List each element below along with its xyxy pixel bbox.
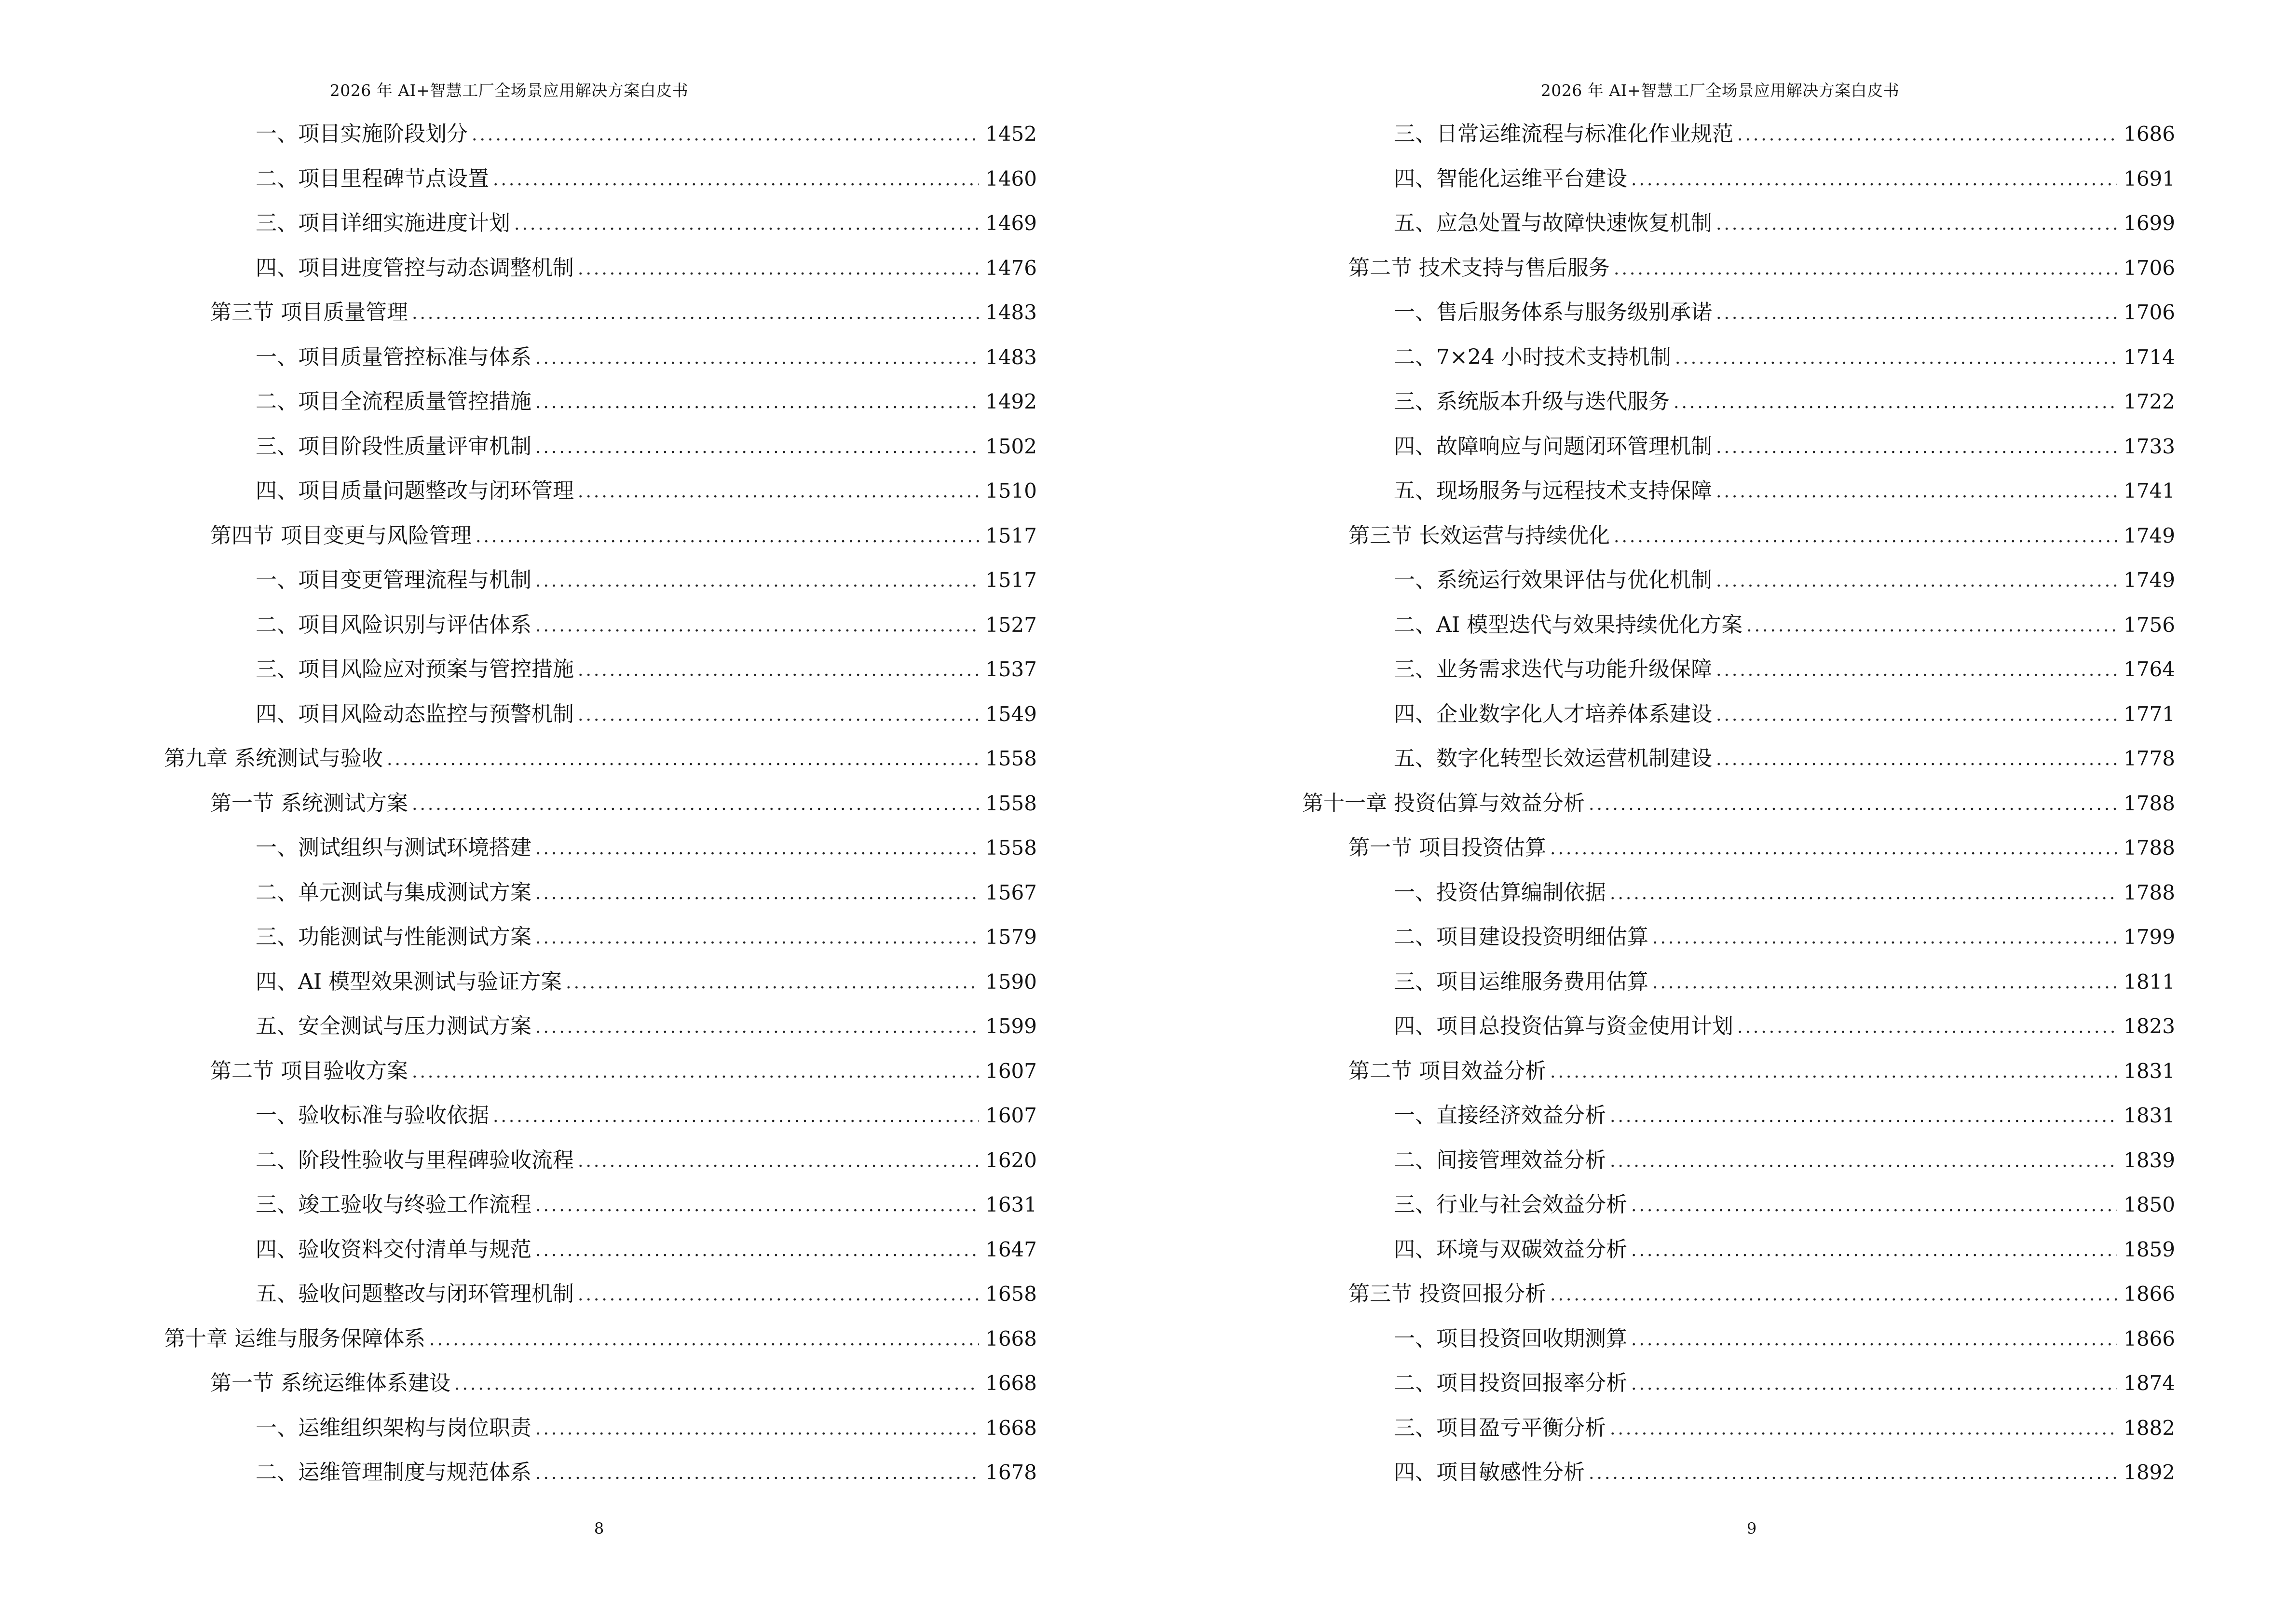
toc-entry-item[interactable] xyxy=(1302,1093,2175,1138)
toc-entry-page: 1502 xyxy=(985,434,1037,458)
toc-dot-leader xyxy=(535,1242,979,1259)
toc-entry-item[interactable] xyxy=(1302,647,2175,692)
toc-dot-leader xyxy=(1716,662,2117,679)
toc-entry-title: 一、项目投资回收期测算 xyxy=(1394,1326,1627,1351)
toc-entry-title: 四、企业数字化人才培养体系建设 xyxy=(1394,701,1712,726)
toc-entry-item[interactable] xyxy=(164,603,1037,648)
toc-dot-leader xyxy=(578,662,979,679)
toc-entry-title: 四、项目质量问题整改与闭环管理 xyxy=(256,478,574,504)
toc-entry-title: 五、安全测试与压力测试方案 xyxy=(256,1014,531,1039)
toc-entry-page: 1839 xyxy=(2124,1148,2175,1172)
toc-dot-leader xyxy=(535,350,979,367)
toc-entry-page: 1558 xyxy=(985,791,1037,815)
toc-entry-page: 1658 xyxy=(985,1282,1037,1306)
toc-entry-title: 第九章 系统测试与验收 xyxy=(164,746,383,771)
toc-entry-page: 1892 xyxy=(2124,1460,2175,1485)
toc-entry-title: 三、项目运维服务费用估算 xyxy=(1394,969,1648,994)
toc-entry-title: 二、项目里程碑节点设置 xyxy=(256,166,489,191)
toc-entry-page: 1668 xyxy=(985,1416,1037,1440)
toc-entry-title: 第三节 长效运营与持续优化 xyxy=(1348,523,1610,548)
toc-dot-leader xyxy=(1737,1019,2117,1036)
toc-dot-leader xyxy=(429,1331,979,1349)
toc-entry-item[interactable] xyxy=(1302,201,2175,246)
toc-entry-title: 第二节 项目验收方案 xyxy=(210,1058,408,1083)
toc-entry-title: 第一节 系统运维体系建设 xyxy=(210,1371,450,1396)
toc-entry-page: 1866 xyxy=(2124,1282,2175,1306)
toc-entry-item[interactable] xyxy=(1302,335,2175,380)
toc-entry-page: 1607 xyxy=(985,1059,1037,1083)
toc-entry-title: 五、验收问题整改与闭环管理机制 xyxy=(256,1282,574,1307)
toc-entry-title: 二、项目建设投资明细估算 xyxy=(1394,925,1648,950)
toc-entry-section[interactable] xyxy=(1302,246,2175,291)
toc-entry-item[interactable] xyxy=(1302,112,2175,157)
toc-dot-leader xyxy=(1631,1376,2117,1393)
toc-entry-section[interactable] xyxy=(1302,1049,2175,1094)
toc-dot-leader xyxy=(1716,573,2117,590)
running-header: 2026 年 AI+智慧工厂全场景应用解决方案白皮书 xyxy=(329,81,689,100)
toc-entry-item[interactable] xyxy=(164,1004,1037,1049)
toc-entry-item[interactable] xyxy=(1302,424,2175,469)
toc-dot-leader xyxy=(1631,1242,2117,1259)
toc-dot-leader xyxy=(535,840,979,858)
toc-entry-page: 1510 xyxy=(985,479,1037,503)
toc-entry-title: 一、售后服务体系与服务级别承诺 xyxy=(1394,300,1712,325)
toc-dot-leader xyxy=(1716,751,2117,768)
toc-entry-title: 一、运维组织架构与岗位职责 xyxy=(256,1415,531,1440)
toc-entry-page: 1691 xyxy=(2124,166,2175,191)
toc-entry-page: 1699 xyxy=(2124,211,2175,235)
toc-entry-title: 第二节 技术支持与售后服务 xyxy=(1348,255,1610,280)
toc-dot-leader xyxy=(1716,439,2117,456)
toc-entry-section[interactable] xyxy=(164,1361,1037,1406)
toc-entry-item[interactable] xyxy=(1302,1361,2175,1406)
toc-dot-leader xyxy=(535,1465,979,1482)
toc-entry-title: 一、系统运行效果评估与优化机制 xyxy=(1394,568,1712,593)
toc-entry-item[interactable] xyxy=(1302,1138,2175,1183)
toc-dot-leader xyxy=(1716,305,2117,322)
toc-entry-title: 三、项目详细实施进度计划 xyxy=(256,211,510,236)
toc-entry-title: 第三节 投资回报分析 xyxy=(1348,1282,1546,1307)
toc-entry-page: 1631 xyxy=(985,1193,1037,1217)
toc-dot-leader xyxy=(535,885,979,902)
toc-dot-leader xyxy=(1716,483,2117,501)
toc-entry-page: 1647 xyxy=(985,1237,1037,1261)
toc-entry-page: 1722 xyxy=(2124,390,2175,414)
toc-dot-leader xyxy=(1652,974,2117,992)
toc-entry-page: 1733 xyxy=(2124,434,2175,458)
toc-entry-page: 1756 xyxy=(2124,613,2175,637)
toc-entry-page: 1788 xyxy=(2124,791,2175,815)
toc-dot-leader xyxy=(1631,1331,2117,1349)
toc-entry-title: 三、行业与社会效益分析 xyxy=(1394,1192,1627,1217)
toc-entry-title: 四、项目总投资估算与资金使用计划 xyxy=(1394,1014,1733,1039)
toc-dot-leader xyxy=(1550,1286,2117,1304)
toc-entry-title: 三、业务需求迭代与功能升级保障 xyxy=(1394,657,1712,682)
toc-entry-item[interactable] xyxy=(164,692,1037,737)
toc-dot-leader xyxy=(535,1019,979,1036)
toc-dot-leader xyxy=(412,305,979,322)
toc-entry-item[interactable] xyxy=(164,1272,1037,1317)
toc-entry-item[interactable] xyxy=(1302,290,2175,335)
toc-dot-leader xyxy=(1675,350,2117,367)
toc-entry-title: 四、项目风险动态监控与预警机制 xyxy=(256,701,574,726)
page-number: 9 xyxy=(1746,1519,1757,1538)
toc-entry-page: 1607 xyxy=(985,1104,1037,1128)
toc-entry-section[interactable] xyxy=(164,290,1037,335)
toc-entry-item[interactable] xyxy=(164,201,1037,246)
toc-dot-leader xyxy=(1610,1153,2117,1170)
toc-entry-page: 1492 xyxy=(985,390,1037,414)
toc-dot-leader xyxy=(578,707,979,724)
toc-entry-title: 三、日常运维流程与标准化作业规范 xyxy=(1394,122,1733,147)
toc-entry-item[interactable] xyxy=(1302,692,2175,737)
toc-entry-item[interactable] xyxy=(164,871,1037,915)
toc-dot-leader xyxy=(535,394,979,411)
toc-entry-chapter[interactable] xyxy=(1302,781,2175,826)
toc-entry-page: 1764 xyxy=(2124,657,2175,682)
toc-entry-page: 1866 xyxy=(2124,1326,2175,1351)
toc-dot-leader xyxy=(535,617,979,635)
toc-entry-item[interactable] xyxy=(1302,1004,2175,1049)
toc-entry-title: 二、7×24 小时技术支持机制 xyxy=(1394,344,1671,369)
toc-entry-item[interactable] xyxy=(164,1450,1037,1495)
toc-entry-title: 一、测试组织与测试环境搭建 xyxy=(256,835,531,860)
toc-entry-item[interactable] xyxy=(164,826,1037,871)
toc-dot-leader xyxy=(1746,617,2117,635)
toc-entry-page: 1788 xyxy=(2124,880,2175,904)
toc-dot-leader xyxy=(412,796,979,813)
toc-dot-leader xyxy=(476,528,979,546)
toc-entry-title: 三、项目风险应对预案与管控措施 xyxy=(256,657,574,682)
toc-dot-leader xyxy=(1614,528,2117,546)
toc-entry-title: 第一节 项目投资估算 xyxy=(1348,835,1546,860)
toc-entry-page: 1537 xyxy=(985,657,1037,682)
toc-entry-section[interactable] xyxy=(1302,826,2175,871)
toc-entry-section[interactable] xyxy=(164,781,1037,826)
toc-entry-page: 1706 xyxy=(2124,300,2175,325)
toc-entry-item[interactable] xyxy=(1302,1228,2175,1272)
toc-entry-section[interactable] xyxy=(164,1049,1037,1094)
toc-entry-page: 1850 xyxy=(2124,1193,2175,1217)
toc-entry-page: 1823 xyxy=(2124,1014,2175,1038)
toc-entry-page: 1460 xyxy=(985,166,1037,191)
toc-entry-page: 1620 xyxy=(985,1148,1037,1172)
toc-entry-page: 1599 xyxy=(985,1014,1037,1038)
toc-entry-title: 第一节 系统测试方案 xyxy=(210,791,408,816)
toc-entry-page: 1749 xyxy=(2124,568,2175,592)
toc-dot-leader xyxy=(1610,885,2117,902)
toc-dot-leader xyxy=(535,1197,979,1215)
toc-entry-title: 二、间接管理效益分析 xyxy=(1394,1147,1606,1173)
toc-entry-item[interactable] xyxy=(1302,469,2175,514)
toc-entry-title: 四、AI 模型效果测试与验证方案 xyxy=(256,969,562,994)
toc-dot-leader xyxy=(1631,171,2117,189)
toc-entry-title: 第四节 项目变更与风险管理 xyxy=(210,523,472,548)
toc-entry-title: 一、项目实施阶段划分 xyxy=(256,122,468,147)
toc-entry-title: 三、系统版本升级与迭代服务 xyxy=(1394,389,1670,414)
toc-dot-leader xyxy=(578,260,979,278)
page-number: 8 xyxy=(594,1519,604,1538)
running-header: 2026 年 AI+智慧工厂全场景应用解决方案白皮书 xyxy=(1540,81,1900,100)
toc-entry-title: 二、项目风险识别与评估体系 xyxy=(256,612,531,637)
toc-entry-title: 第十一章 投资估算与效益分析 xyxy=(1302,791,1585,816)
toc-entry-item[interactable] xyxy=(1302,871,2175,915)
toc-dot-leader xyxy=(566,974,979,992)
toc-entry-item[interactable] xyxy=(164,1406,1037,1451)
toc-entry-page: 1714 xyxy=(2124,345,2175,369)
table-of-contents xyxy=(164,112,1037,1495)
toc-entry-item[interactable] xyxy=(164,246,1037,291)
toc-entry-page: 1749 xyxy=(2124,523,2175,547)
toc-entry-page: 1558 xyxy=(985,836,1037,860)
toc-entry-title: 五、数字化转型长效运营机制建设 xyxy=(1394,746,1712,771)
toc-entry-page: 1811 xyxy=(2124,969,2175,994)
toc-entry-item[interactable] xyxy=(164,380,1037,424)
toc-entry-title: 三、项目阶段性质量评审机制 xyxy=(256,434,531,459)
toc-entry-item[interactable] xyxy=(164,1228,1037,1272)
toc-entry-title: 二、单元测试与集成测试方案 xyxy=(256,880,531,905)
toc-entry-page: 1549 xyxy=(985,702,1037,726)
toc-dot-leader xyxy=(1589,796,2117,813)
toc-entry-title: 二、项目投资回报率分析 xyxy=(1394,1371,1627,1396)
toc-entry-item[interactable] xyxy=(164,1183,1037,1228)
toc-entry-item[interactable] xyxy=(164,469,1037,514)
toc-entry-chapter[interactable] xyxy=(164,737,1037,781)
toc-dot-leader xyxy=(1614,260,2117,278)
toc-entry-page: 1678 xyxy=(985,1460,1037,1485)
toc-entry-title: 四、验收资料交付清单与规范 xyxy=(256,1237,531,1262)
toc-entry-title: 二、阶段性验收与里程碑验收流程 xyxy=(256,1147,574,1173)
toc-entry-title: 四、环境与双碳效益分析 xyxy=(1394,1237,1627,1262)
toc-entry-page: 1590 xyxy=(985,969,1037,994)
toc-entry-page: 1517 xyxy=(985,568,1037,592)
toc-entry-item[interactable] xyxy=(1302,915,2175,960)
toc-entry-title: 四、项目进度管控与动态调整机制 xyxy=(256,255,574,280)
toc-dot-leader xyxy=(1550,840,2117,858)
toc-dot-leader xyxy=(535,573,979,590)
toc-entry-page: 1686 xyxy=(2124,122,2175,146)
toc-dot-leader xyxy=(535,439,979,456)
toc-dot-leader xyxy=(1716,216,2117,233)
toc-entry-chapter[interactable] xyxy=(164,1317,1037,1362)
toc-dot-leader xyxy=(535,1420,979,1438)
table-of-contents xyxy=(1302,112,2175,1495)
toc-entry-section[interactable] xyxy=(164,514,1037,559)
toc-entry-item[interactable] xyxy=(1302,1450,2175,1495)
toc-entry-section[interactable] xyxy=(1302,514,2175,559)
toc-entry-title: 四、智能化运维平台建设 xyxy=(1394,166,1627,191)
toc-entry-page: 1788 xyxy=(2124,836,2175,860)
page-right xyxy=(1144,0,2287,1624)
toc-entry-title: 一、直接经济效益分析 xyxy=(1394,1103,1606,1128)
toc-dot-leader xyxy=(578,1286,979,1304)
toc-entry-title: 一、项目质量管控标准与体系 xyxy=(256,344,531,369)
toc-entry-item[interactable] xyxy=(1302,960,2175,1005)
toc-entry-item[interactable] xyxy=(164,1093,1037,1138)
toc-entry-title: 二、AI 模型迭代与效果持续优化方案 xyxy=(1394,612,1743,637)
toc-entry-title: 第二节 项目效益分析 xyxy=(1348,1058,1546,1083)
toc-entry-item[interactable] xyxy=(1302,1406,2175,1451)
toc-dot-leader xyxy=(1631,1197,2117,1215)
toc-dot-leader xyxy=(412,1064,979,1081)
toc-entry-item[interactable] xyxy=(164,335,1037,380)
toc-entry-page: 1874 xyxy=(2124,1371,2175,1395)
toc-entry-item[interactable] xyxy=(164,647,1037,692)
toc-entry-item[interactable] xyxy=(1302,558,2175,603)
toc-entry-page: 1831 xyxy=(2124,1059,2175,1083)
toc-entry-title: 五、应急处置与故障快速恢复机制 xyxy=(1394,211,1712,236)
toc-dot-leader xyxy=(578,1153,979,1170)
toc-entry-page: 1567 xyxy=(985,880,1037,904)
toc-entry-title: 四、项目敏感性分析 xyxy=(1394,1460,1585,1485)
toc-dot-leader xyxy=(493,171,979,189)
toc-entry-page: 1483 xyxy=(985,300,1037,325)
toc-entry-title: 五、现场服务与远程技术支持保障 xyxy=(1394,478,1712,504)
toc-entry-title: 第三节 项目质量管理 xyxy=(210,300,408,325)
toc-entry-item[interactable] xyxy=(164,112,1037,157)
toc-entry-item[interactable] xyxy=(1302,1317,2175,1362)
toc-entry-title: 四、故障响应与问题闭环管理机制 xyxy=(1394,434,1712,459)
toc-entry-page: 1668 xyxy=(985,1371,1037,1395)
toc-entry-page: 1882 xyxy=(2124,1416,2175,1440)
toc-entry-item[interactable] xyxy=(164,1138,1037,1183)
toc-dot-leader xyxy=(454,1376,979,1393)
toc-entry-item[interactable] xyxy=(164,960,1037,1005)
toc-dot-leader xyxy=(1737,126,2117,144)
toc-entry-page: 1668 xyxy=(985,1326,1037,1351)
toc-entry-item[interactable] xyxy=(164,558,1037,603)
toc-entry-page: 1527 xyxy=(985,613,1037,637)
toc-entry-title: 一、验收标准与验收依据 xyxy=(256,1103,489,1128)
toc-entry-title: 三、项目盈亏平衡分析 xyxy=(1394,1415,1606,1440)
toc-entry-title: 三、功能测试与性能测试方案 xyxy=(256,925,531,950)
toc-dot-leader xyxy=(1610,1420,2117,1438)
toc-entry-page: 1476 xyxy=(985,256,1037,280)
toc-entry-title: 第十章 运维与服务保障体系 xyxy=(164,1326,425,1351)
toc-dot-leader xyxy=(1674,394,2117,411)
toc-entry-page: 1706 xyxy=(2124,256,2175,280)
toc-entry-page: 1469 xyxy=(985,211,1037,235)
toc-entry-page: 1799 xyxy=(2124,925,2175,949)
toc-entry-item[interactable] xyxy=(1302,603,2175,648)
toc-dot-leader xyxy=(493,1108,979,1125)
toc-entry-page: 1579 xyxy=(985,925,1037,949)
toc-dot-leader xyxy=(472,126,979,144)
toc-entry-item[interactable] xyxy=(164,424,1037,469)
toc-entry-page: 1558 xyxy=(985,747,1037,771)
toc-dot-leader xyxy=(535,929,979,947)
toc-entry-page: 1778 xyxy=(2124,747,2175,771)
toc-dot-leader xyxy=(1652,929,2117,947)
toc-entry-title: 二、运维管理制度与规范体系 xyxy=(256,1460,531,1485)
toc-entry-section[interactable] xyxy=(1302,1272,2175,1317)
toc-entry-item[interactable] xyxy=(1302,737,2175,781)
toc-entry-title: 一、投资估算编制依据 xyxy=(1394,880,1606,905)
toc-entry-item[interactable] xyxy=(1302,157,2175,202)
toc-entry-page: 1771 xyxy=(2124,702,2175,726)
toc-dot-leader xyxy=(578,483,979,501)
toc-entry-page: 1517 xyxy=(985,523,1037,547)
toc-entry-title: 一、项目变更管理流程与机制 xyxy=(256,568,531,593)
toc-entry-page: 1831 xyxy=(2124,1104,2175,1128)
toc-entry-item[interactable] xyxy=(1302,380,2175,424)
toc-entry-item[interactable] xyxy=(1302,1183,2175,1228)
toc-entry-title: 二、项目全流程质量管控措施 xyxy=(256,389,531,414)
toc-dot-leader xyxy=(1550,1064,2117,1081)
toc-entry-page: 1483 xyxy=(985,345,1037,369)
toc-entry-page: 1741 xyxy=(2124,479,2175,503)
toc-dot-leader xyxy=(1610,1108,2117,1125)
toc-dot-leader xyxy=(1589,1465,2117,1482)
toc-dot-leader xyxy=(514,216,979,233)
toc-dot-leader xyxy=(387,751,979,768)
toc-dot-leader xyxy=(1716,707,2117,724)
toc-entry-page: 1859 xyxy=(2124,1237,2175,1261)
toc-entry-title: 三、竣工验收与终验工作流程 xyxy=(256,1192,531,1217)
toc-entry-item[interactable] xyxy=(164,157,1037,202)
toc-entry-item[interactable] xyxy=(164,915,1037,960)
toc-entry-page: 1452 xyxy=(985,122,1037,146)
